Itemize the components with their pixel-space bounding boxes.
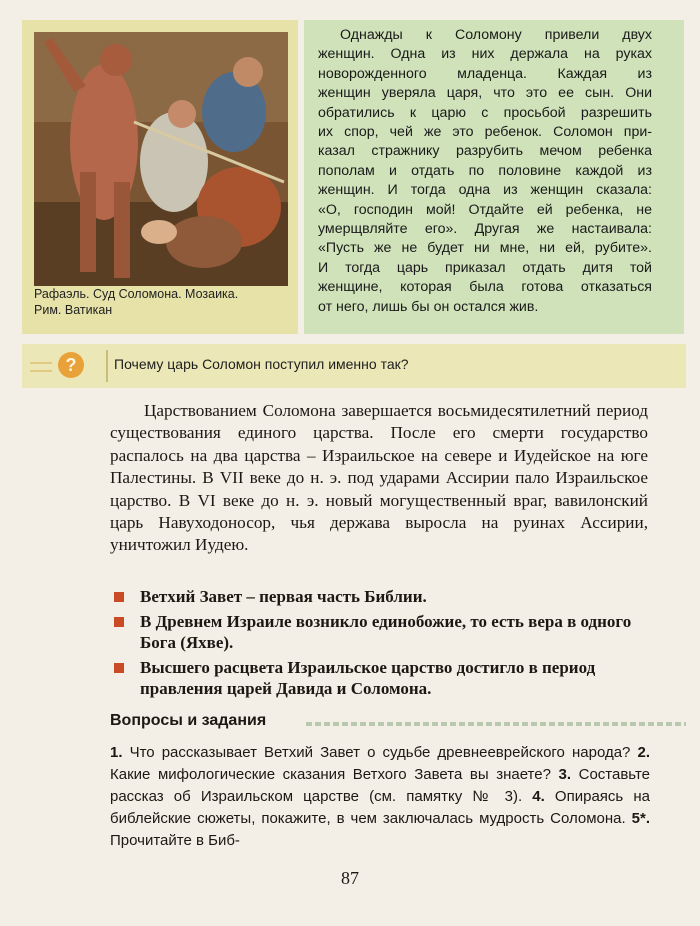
caption-line: Рим. Ватикан	[34, 303, 113, 317]
bullet-text: В Древнем Израиле возникло единобожие, то есть вера в одного Бога (Яхве).	[140, 612, 632, 652]
question-text: Что рассказывает Ветхий Завет о судьбе древнееврейского народа?	[122, 744, 638, 761]
questions-heading: Вопросы и задания	[110, 712, 267, 729]
question-text: Прочитайте в Биб-	[110, 832, 240, 849]
image-caption	[34, 286, 292, 318]
question-text: Составьте рассказ об Израильском царстве (см. памятку № 3).	[110, 766, 650, 805]
story-line: «Пусть же не будет ни мне, ни ей, рубите».	[318, 240, 652, 257]
heading-rule	[306, 722, 686, 726]
bullet-square-icon	[114, 663, 124, 673]
bullet-text: Ветхий Завет – первая часть Библии.	[140, 587, 427, 606]
main-paragraph: Царствованием Соломона завершается восьмидесятилетний период существования единого царства. После его смерти государство распалось на два царства – Израильское на севере и Иудейское на юге Палестины. В VII веке до н. э. под ударами Ассирии пало Израильское царство. В VI веке до н. э. новый могущественный враг, вавилонский царь Навуходоносор, чья держава выросла на руинах Ассирии, уничтожил Иудею.	[110, 401, 648, 555]
bullet-square-icon	[114, 592, 124, 602]
story-line: женщин уверяла царя, что это ее сын. Они	[318, 85, 652, 102]
question-icon: ?	[58, 352, 84, 378]
question-text: Почему царь Соломон поступил именно так?	[114, 356, 409, 372]
decorative-lines	[30, 362, 52, 372]
bullet-item	[110, 611, 655, 653]
question-band	[22, 344, 686, 388]
question-text: Какие мифологические сказания Ветхого Завета вы знаете?	[110, 766, 559, 783]
question-number: 5*.	[631, 810, 650, 827]
story-line: Однажды к Соломону привели двух	[340, 27, 652, 43]
divider	[106, 350, 108, 382]
bullet-item	[110, 657, 655, 699]
raphael-mosaic-image	[34, 32, 288, 286]
question-number: 4.	[532, 788, 545, 805]
story-text	[318, 26, 652, 317]
story-line: казал стражнику разрубить мечом ребенка	[318, 143, 652, 160]
story-line: пополам и отдать по половине каждой из	[318, 162, 652, 179]
story-line: их спор, чей же это ребенок. Соломон при-	[318, 124, 652, 141]
story-line: от него, лишь бы он остался жив.	[318, 298, 539, 315]
story-line: женщин. И тогда одна из женщин сказала:	[318, 182, 652, 199]
questions-body	[110, 742, 650, 852]
summary-bullets	[110, 586, 655, 703]
illustration-block	[22, 20, 298, 334]
story-line: новорожденного младенца. Каждая из	[318, 65, 652, 82]
caption-line: Рафаэль. Суд Соломона. Мозаика.	[34, 287, 239, 301]
story-line: умерщвляйте его». Другая же настаивала:	[318, 221, 652, 238]
story-line: «О, господин мой! Отдайте ей ребенка, не	[318, 201, 652, 218]
question-number: 2.	[637, 744, 650, 761]
bullet-square-icon	[114, 617, 124, 627]
bullet-item	[110, 586, 655, 607]
question-number: 3.	[558, 766, 572, 783]
question-number: 1.	[110, 744, 123, 761]
page-number: 87	[341, 868, 359, 888]
solomon-story-box	[304, 20, 684, 334]
bullet-text: Высшего расцвета Израильское царство достигло в период правления царей Давида и Соломона.	[140, 658, 596, 698]
story-line: И тогда царь приказал отдать дитя той	[318, 259, 652, 276]
story-line: женщине, которая была готова отказаться	[318, 279, 652, 296]
story-line: обратились к царю с просьбой разрешить	[318, 104, 652, 121]
question-text: Опираясь на библейские сюжеты, покажите, в чем заключалась мудрость Соломона.	[110, 788, 650, 827]
story-line: женщин. Одна из них держала на руках	[318, 46, 652, 63]
